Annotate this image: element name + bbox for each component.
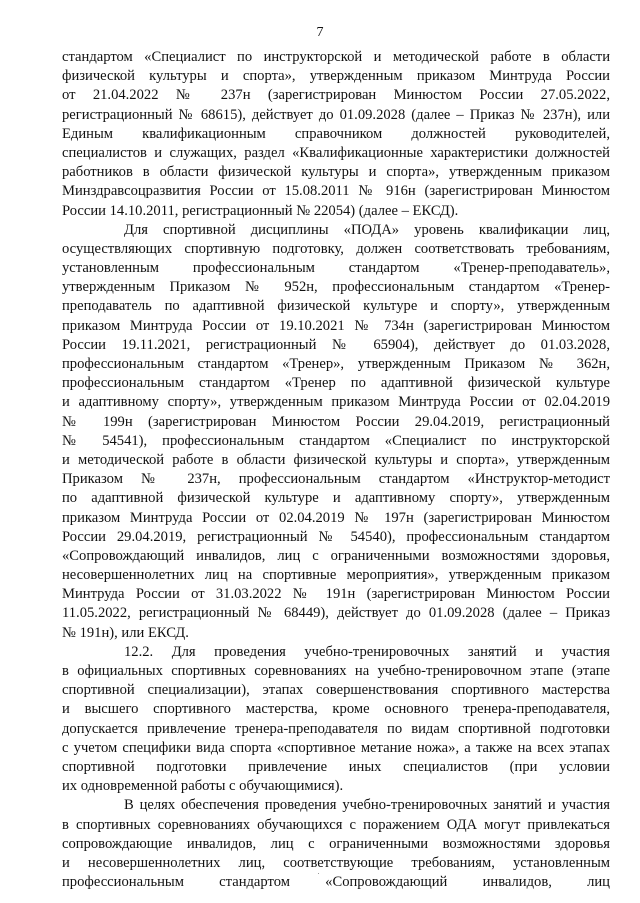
text-line: № 199н (зарегистрирован Минюстом России 29.04.2019, регистрационный — [62, 413, 610, 430]
text-line: Минтруда России от 31.03.2022 № 191н (зарегистрирован Минюстом России — [62, 586, 610, 603]
text-line: сопровождающие инвалидов, лиц с ограниченными возможностями здоровья — [62, 835, 610, 852]
text-line: и адаптивному спорту», утвержденным приказом Минтруда России от 02.04.2019 — [62, 394, 610, 411]
page-number: 7 — [316, 25, 324, 40]
text-line: профессиональным стандартом «Тренер», утвержденным Приказом № 362н, — [62, 356, 610, 372]
text-line: профессиональным стандартом «Тренер по адаптивной физической культуре — [62, 375, 610, 392]
text-line: № 191н), или ЕКСД. — [62, 624, 189, 641]
text-line: и высшего спортивного мастерства, кроме основного тренера-преподавателя, — [62, 701, 610, 718]
text-line: профессиональным стандартом «Сопровождающий инвалидов, лиц — [62, 874, 610, 891]
text-line: допускается привлечение тренера-преподавателя по видам спортивной подготовки — [62, 720, 610, 737]
text-line: установленным профессиональным стандартом «Тренер-преподаватель», — [62, 260, 610, 277]
paragraph — [62, 221, 610, 643]
paragraph — [62, 48, 610, 221]
text-line: приказом Минтруда России от 19.10.2021 № 734н (зарегистрирован Минюстом — [62, 317, 610, 334]
text-line: спортивной подготовки привлечение иных специалистов (при условии — [62, 758, 610, 775]
text-line: и несовершеннолетних лиц, соответствующие требованиям, установленным — [62, 854, 610, 871]
text-line: приказом Минтруда России от 02.04.2019 № 197н (зарегистрирован Минюстом — [62, 509, 610, 526]
text-line: стандартом «Специалист по инструкторской и методической работе в области — [62, 49, 610, 65]
text-line: специалистов и служащих, раздел «Квалификационные характеристики должностей — [62, 144, 610, 161]
text-line: Приказом № 237н, профессиональным стандартом «Инструктор-методист — [62, 471, 610, 488]
text-line: В целях обеспечения проведения учебно-тренировочных занятий и участия — [124, 797, 610, 814]
text-line: работников в области физической культуры и спорта», утвержденным приказом — [62, 164, 610, 181]
text-line: России 19.11.2021, регистрационный № 65904), действует до 01.03.2028, — [62, 336, 610, 353]
text-line: и методической работе в области физической культуры и спорта», утвержденным — [62, 451, 610, 468]
text-line: утвержденным Приказом № 952н, профессиональным стандартом «Тренер- — [62, 279, 610, 296]
text-line: «Сопровождающий инвалидов, лиц с ограниченными возможностями здоровья, — [62, 547, 610, 564]
scan-speck — [318, 873, 319, 874]
text-line: России 14.10.2011, регистрационный № 22054) (далее – ЕКСД). — [62, 202, 459, 219]
text-line: 11.05.2022, регистрационный № 68449), действует до 01.09.2028 (далее – Приказ — [62, 605, 610, 622]
text-line: в официальных спортивных соревнованиях на учебно-тренировочном этапе (этапе — [62, 663, 610, 679]
text-line: № 54541), профессиональным стандартом «Специалист по инструкторской — [62, 432, 610, 449]
text-line: их одновременной работы с обучающимися). — [62, 778, 344, 795]
paragraph — [62, 643, 610, 797]
text-line: осуществляющих спортивную подготовку, должен соответствовать требованиям, — [62, 240, 610, 257]
text-line: Для спортивной дисциплины «ПОДА» уровень квалификации лиц, — [124, 221, 610, 238]
text-line: в спортивных соревнованиях обучающихся с поражением ОДА могут привлекаться — [62, 816, 610, 833]
text-line: 12.2. Для проведения учебно-тренировочных занятий и участия — [124, 643, 610, 660]
text-line: спортивной специализации), этапах совершенствования спортивного мастерства — [62, 682, 610, 699]
text-line: Минздравсоцразвития России от 15.08.2011 № 916н (зарегистрирован Минюстом — [62, 183, 610, 200]
text-line: с учетом специфики вида спорта «спортивное метание ножа», а также на всех этапах — [62, 739, 610, 756]
text-line: по адаптивной физической культуре и адаптивному спорту», утвержденным — [62, 490, 610, 507]
text-line: физической культуры и спорта», утвержденным приказом Минтруда России — [62, 68, 610, 85]
text-line: России 29.04.2019, регистрационный № 54540), профессиональным стандартом — [62, 528, 610, 545]
text-line: Единым квалификационным справочником должностей руководителей, — [62, 125, 610, 142]
text-line: преподаватель по адаптивной физической культуре и спорту», утвержденным — [62, 298, 610, 315]
paragraph — [62, 796, 610, 892]
document-body — [62, 48, 610, 892]
text-line: от 21.04.2022 № 237н (зарегистрирован Минюстом России 27.05.2022, — [62, 87, 610, 104]
text-line: несовершеннолетних лиц на спортивные мероприятия», утвержденным приказом — [62, 567, 610, 584]
text-line: регистрационный № 68615), действует до 01.09.2028 (далее – Приказ № 237н), или — [62, 106, 610, 123]
